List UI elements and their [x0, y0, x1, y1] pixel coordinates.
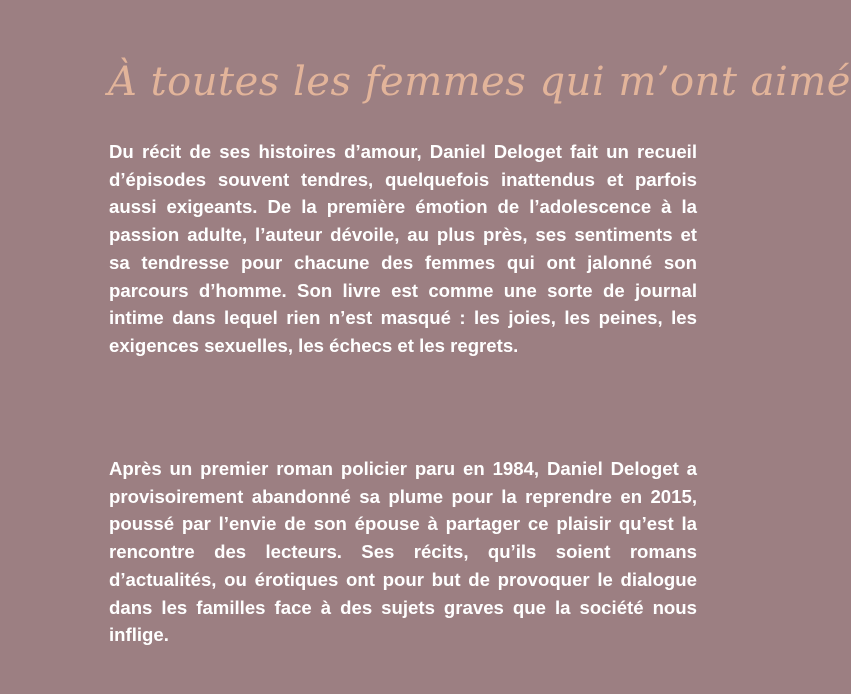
book-title: À toutes les femmes qui m’ont aimé	[108, 59, 851, 105]
summary-paragraph: Du récit de ses histoires d’amour, Daniel Deloget fait un recueil d’épisodes souvent tendres, quelquefois inattendus et parfois aussi exigeants. De la première émotion de l’adolescence à la passion adulte, l’auteur dévoile, au plus près, ses sentiments et sa tendresse pour chacune des femmes qui ont jalonné son parcours d’homme. Son livre est comme une sorte de journal intime dans lequel rien n’est masqué : les joies, les peines, les exigences sexuelles, les échecs et les regrets.	[109, 141, 697, 356]
author-bio-paragraph: Après un premier roman policier paru en 1984, Daniel Deloget a provisoirement abandonné sa plume pour la reprendre en 2015, poussé par l’envie de son épouse à partager ce plaisir qu’est la rencontre des lecteurs. Ses récits, qu’ils soient romans d’actualités, ou érotiques ont pour but de provoquer le dialogue dans les familles face à des sujets graves que la société nous inflige.	[109, 458, 697, 646]
